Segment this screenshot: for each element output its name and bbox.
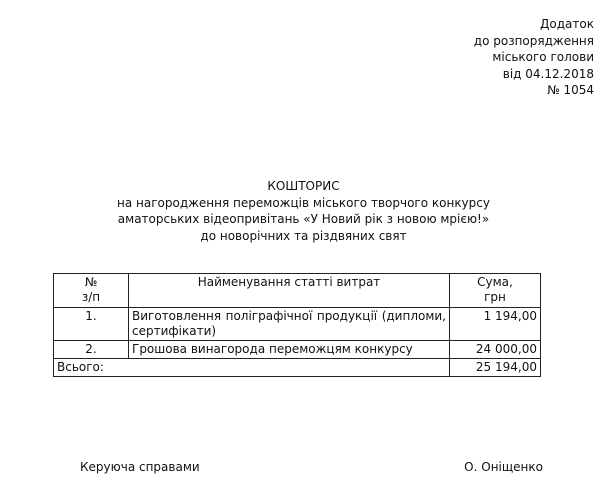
document-heading [0, 178, 607, 244]
row-number: 1. [54, 308, 129, 341]
appendix-number: № 1054 [547, 83, 594, 98]
total-sum: 25 194,00 [450, 359, 541, 377]
signatory-name: О. Оніщенко [464, 460, 543, 474]
row-sum: 24 000,00 [450, 341, 541, 359]
document-title: КОШТОРИС [267, 179, 340, 193]
table-header-row [54, 274, 541, 308]
appendix-date: від 04.12.2018 [502, 66, 594, 81]
row-item-name: Виготовлення поліграфічної продукції (дипломи, сертифікати) [129, 308, 450, 341]
table-total-row [54, 359, 541, 377]
signatory-position: Керуюча справами [80, 460, 200, 474]
header-number [54, 274, 129, 308]
header-sum [450, 274, 541, 308]
table-row [54, 341, 541, 359]
row-number: 2. [54, 341, 129, 359]
row-item-name: Грошова винагорода переможцям конкурсу [129, 341, 450, 359]
header-sum-line2: грн [484, 290, 506, 304]
header-item-name: Найменування статті витрат [129, 274, 450, 308]
row-sum: 1 194,00 [450, 308, 541, 341]
heading-line: аматорських відеопривітань «У Новий рік з новою мрією!» [117, 212, 490, 226]
appendix-line: Додаток [540, 17, 594, 31]
appendix-line: до розпорядження [473, 33, 594, 48]
estimate-table [53, 273, 541, 377]
appendix-block [334, 16, 594, 99]
table-row [54, 308, 541, 341]
heading-line: на нагородження переможців міського творчого конкурсу [117, 195, 490, 210]
appendix-line: міського голови [492, 50, 594, 65]
heading-line: до новорічних та різдвяних свят [200, 228, 407, 243]
header-sum-line1: Сума, [477, 275, 513, 289]
header-number-line1: № [84, 275, 98, 289]
total-label: Всього: [54, 359, 450, 377]
header-number-line2: з/п [81, 290, 101, 304]
